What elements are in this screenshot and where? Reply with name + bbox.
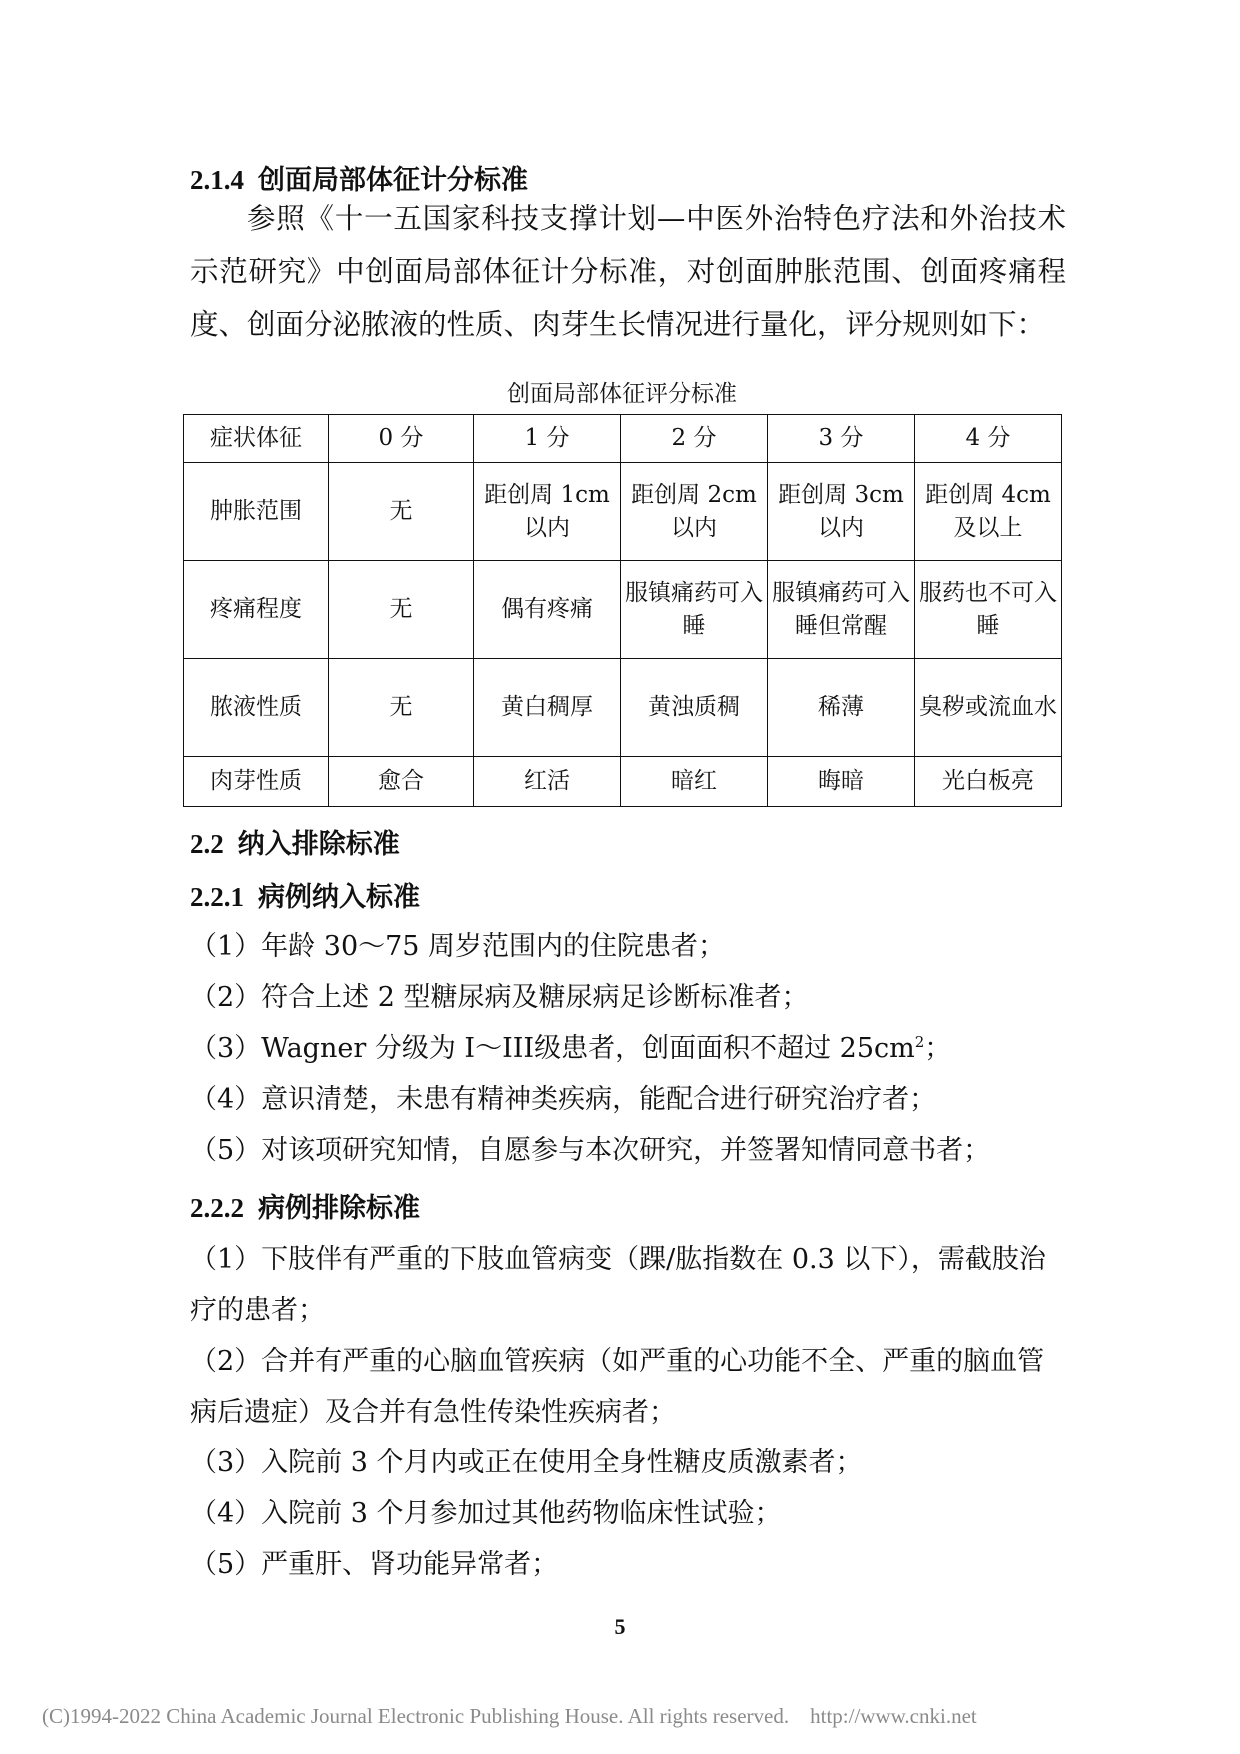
table-cell: 无	[329, 463, 474, 561]
table-cell: 距创周 4cm 及以上	[915, 463, 1062, 561]
table-cell: 距创周 3cm 以内	[768, 463, 915, 561]
section-title: 创面局部体征计分标准	[258, 165, 528, 196]
table-cell: 服药也不可入睡	[915, 561, 1062, 659]
table-cell: 暗红	[621, 757, 768, 807]
inclusion-item-tail: ；	[924, 1033, 952, 1064]
copyright-footer: (C)1994-2022 China Academic Journal Electronic Publishing House. All rights reserved. http://www.cnki.net	[42, 1704, 977, 1728]
inclusion-item	[190, 1023, 1070, 1074]
table-row	[184, 463, 1062, 561]
section-2-2-2-heading	[190, 1190, 420, 1227]
section-title: 纳入排除标准	[237, 829, 400, 860]
table-row	[184, 659, 1062, 757]
table-header-cell: 0 分	[329, 415, 474, 463]
section-number: 2.2.1	[190, 882, 244, 912]
exclusion-item: （3）入院前 3 个月内或正在使用全身性糖皮质激素者；	[190, 1447, 863, 1478]
table-header-cell: 3 分	[768, 415, 915, 463]
intro-paragraph: 参照《十一五国家科技支撑计划—中医外治特色疗法和外治技术示范研究》中创面局部体征计分标准，对创面肿胀范围、创面疼痛程度、创面分泌脓液的性质、肉芽生长情况进行量化，评分规则如下：	[190, 202, 1066, 341]
section-2-2-heading	[190, 826, 400, 863]
table-cell: 无	[329, 561, 474, 659]
section-number: 2.1.4	[190, 165, 244, 195]
inclusion-item: （5）对该项研究知情，自愿参与本次研究，并签署知情同意书者；	[190, 1135, 991, 1166]
table-caption: 创面局部体征评分标准	[507, 381, 737, 407]
exclusion-item: （4）入院前 3 个月参加过其他药物临床性试验；	[190, 1498, 782, 1529]
table-cell: 晦暗	[768, 757, 915, 807]
table-cell: 服镇痛药可入睡但常醒	[768, 561, 915, 659]
exclusion-item: （2）合并有严重的心脑血管疾病（如严重的心功能不全、严重的脑血管病后遗症）及合并有急性传染性疾病者；	[190, 1346, 1045, 1428]
table-cell: 距创周 1cm 以内	[474, 463, 621, 561]
superscript: 2	[914, 1033, 925, 1051]
table-cell: 红活	[474, 757, 621, 807]
table-row	[184, 757, 1062, 807]
inclusion-item: （2）符合上述 2 型糖尿病及糖尿病足诊断标准者；	[190, 982, 809, 1013]
table-header-cell: 1 分	[474, 415, 621, 463]
exclusion-item: （5）严重肝、肾功能异常者；	[190, 1549, 559, 1580]
table-cell: 愈合	[329, 757, 474, 807]
table-header-cell: 4 分	[915, 415, 1062, 463]
table-header-cell: 症状体征	[184, 415, 329, 463]
exclusion-item: （1）下肢伴有严重的下肢血管病变（踝/肱指数在 0.3 以下），需截肢治疗的患者；	[190, 1244, 1046, 1326]
table-header-row	[184, 415, 1062, 463]
inclusion-item: （1）年龄 30～75 周岁范围内的住院患者；	[190, 931, 726, 962]
table-cell: 距创周 2cm 以内	[621, 463, 768, 561]
table-cell: 偶有疼痛	[474, 561, 621, 659]
table-cell: 黄浊质稠	[621, 659, 768, 757]
inclusion-item: （4）意识清楚，未患有精神类疾病，能配合进行研究治疗者；	[190, 1084, 937, 1115]
section-number: 2.2	[190, 829, 224, 859]
table-cell: 肿胀范围	[184, 463, 329, 561]
page-number: 5	[614, 1614, 626, 1639]
section-2-2-1-heading	[190, 879, 420, 916]
table-row	[184, 561, 1062, 659]
table-cell: 黄白稠厚	[474, 659, 621, 757]
table-cell: 光白板亮	[915, 757, 1062, 807]
scoring-table	[183, 414, 1062, 807]
section-title: 病例排除标准	[258, 1193, 420, 1224]
section-title: 病例纳入标准	[258, 882, 420, 913]
table-cell: 脓液性质	[184, 659, 329, 757]
section-number: 2.2.2	[190, 1193, 244, 1223]
table-cell: 服镇痛药可入睡	[621, 561, 768, 659]
inclusion-item-text: （3）Wagner 分级为 I～III级患者，创面面积不超过 25cm	[190, 1033, 915, 1064]
table-cell: 肉芽性质	[184, 757, 329, 807]
table-cell: 无	[329, 659, 474, 757]
table-cell: 稀薄	[768, 659, 915, 757]
table-header-cell: 2 分	[621, 415, 768, 463]
table-cell: 疼痛程度	[184, 561, 329, 659]
table-cell: 臭秽或流血水	[915, 659, 1062, 757]
